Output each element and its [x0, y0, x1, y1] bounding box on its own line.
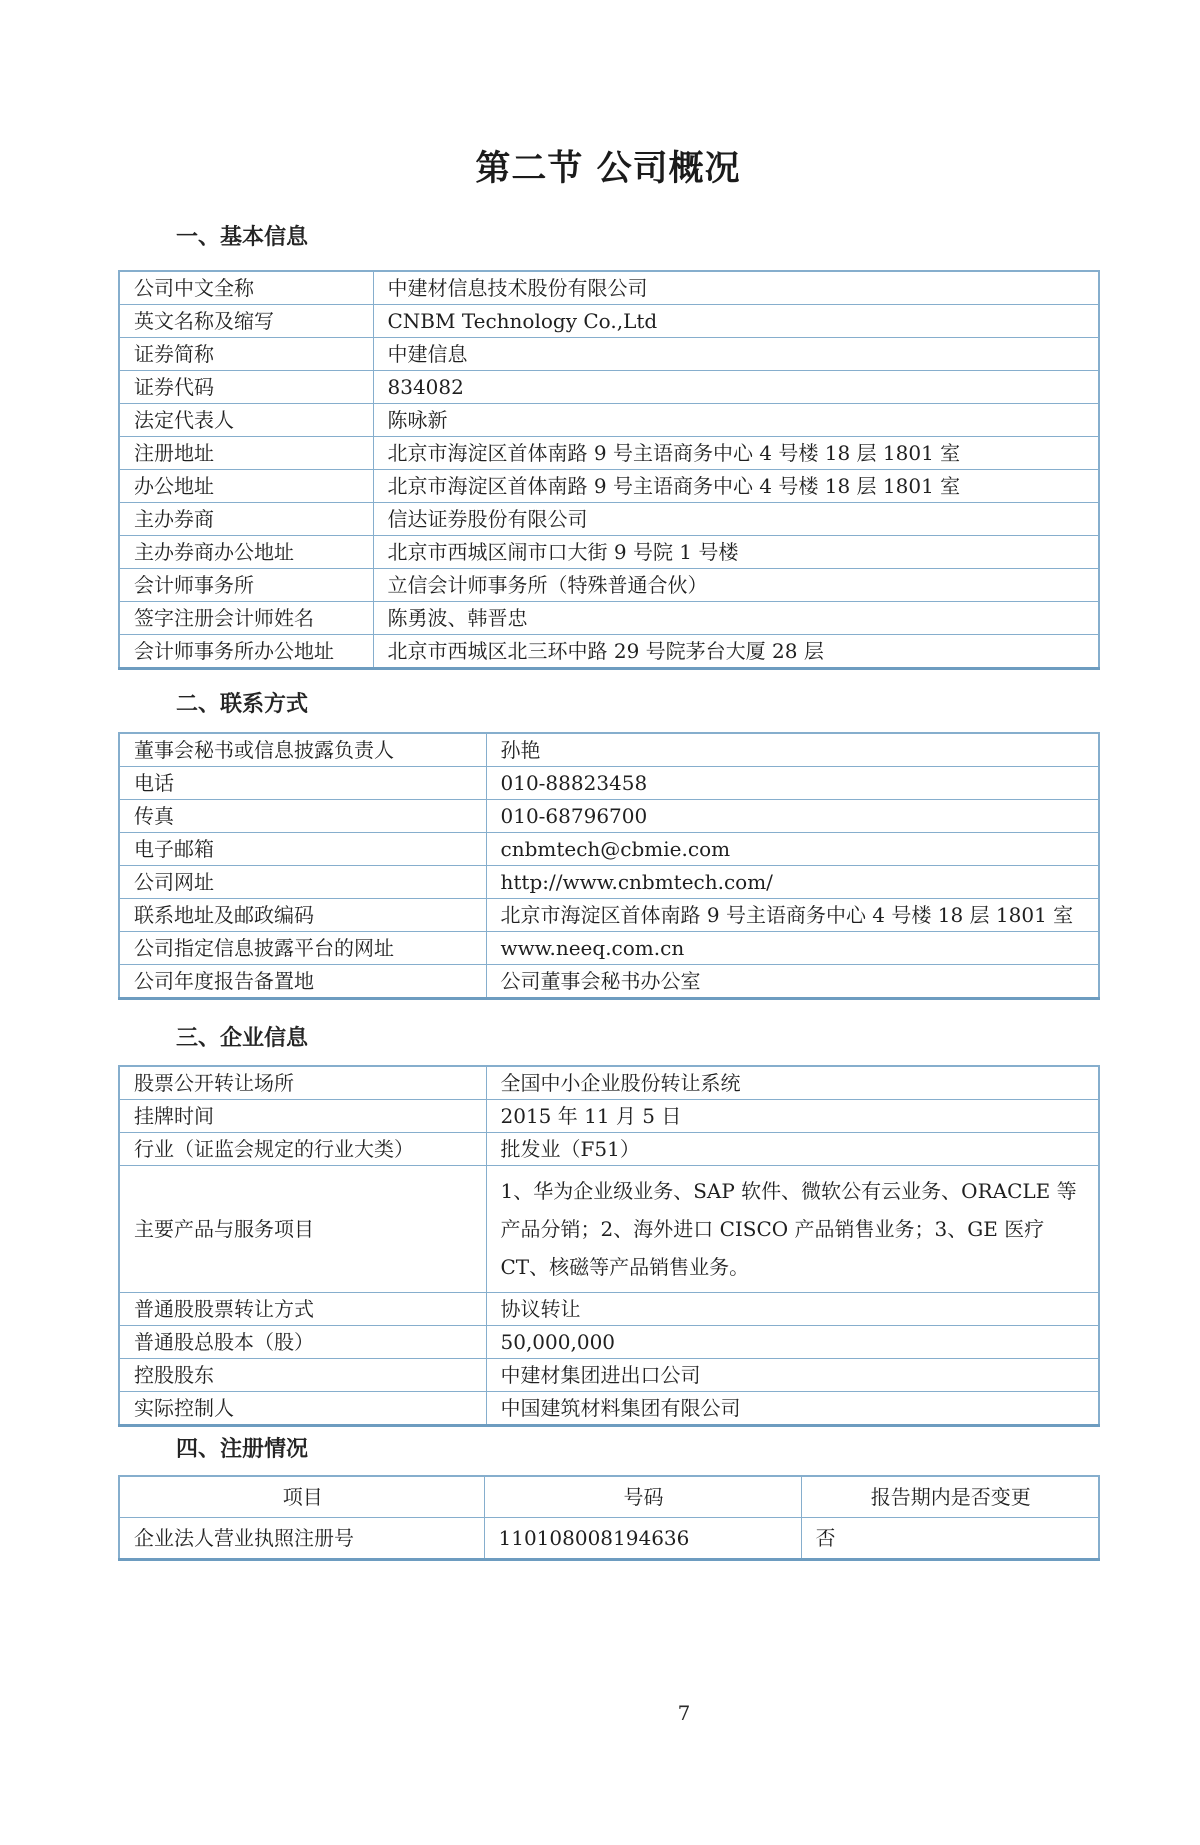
row-label: 股票公开转让场所: [119, 1066, 486, 1100]
table-row: [119, 932, 1099, 965]
row-label: 电话: [119, 767, 486, 800]
basic-info-table: [118, 270, 1100, 670]
row-label: 英文名称及缩写: [119, 305, 373, 338]
row-value: www.neeq.com.cn: [486, 932, 1099, 965]
row-label: 会计师事务所办公地址: [119, 635, 373, 669]
row-value: 公司董事会秘书办公室: [486, 965, 1099, 999]
row-label: 行业（证监会规定的行业大类）: [119, 1133, 486, 1166]
row-label: 董事会秘书或信息披露负责人: [119, 733, 486, 767]
table-row: [119, 1293, 1099, 1326]
table-header-row: [119, 1476, 1099, 1518]
table-row: [119, 733, 1099, 767]
row-label: 办公地址: [119, 470, 373, 503]
page-title: 第二节 公司概况: [475, 149, 741, 189]
row-value: 2015 年 11 月 5 日: [486, 1100, 1099, 1133]
table-row: [119, 866, 1099, 899]
row-label: 法定代表人: [119, 404, 373, 437]
row-label: 签字注册会计师姓名: [119, 602, 373, 635]
row-label: 注册地址: [119, 437, 373, 470]
table-row: [119, 371, 1099, 404]
row-value: cnbmtech@cbmie.com: [486, 833, 1099, 866]
registration-table: [118, 1475, 1100, 1561]
row-value: 信达证券股份有限公司: [373, 503, 1099, 536]
table-row: [119, 800, 1099, 833]
row-value: 中建材信息技术股份有限公司: [373, 271, 1099, 305]
table-row: [119, 1359, 1099, 1392]
row-value: 北京市西城区北三环中路 29 号院茅台大厦 28 层: [373, 635, 1099, 669]
table-row: [119, 536, 1099, 569]
table-row: [119, 1518, 1099, 1560]
section-heading-enterprise: 三、企业信息: [176, 1026, 309, 1051]
row-label: 公司中文全称: [119, 271, 373, 305]
row-label: 普通股总股本（股）: [119, 1326, 486, 1359]
row-value: 协议转让: [486, 1293, 1099, 1326]
row-label: 控股股东: [119, 1359, 486, 1392]
row-value: 中建材集团进出口公司: [486, 1359, 1099, 1392]
table-row: [119, 338, 1099, 371]
row-value: 陈勇波、韩晋忠: [373, 602, 1099, 635]
row-value: 北京市海淀区首体南路 9 号主语商务中心 4 号楼 18 层 1801 室: [373, 437, 1099, 470]
row-value: 010-68796700: [486, 800, 1099, 833]
table-row: [119, 1133, 1099, 1166]
table-row: [119, 635, 1099, 669]
row-value: 全国中小企业股份转让系统: [486, 1066, 1099, 1100]
table-row: [119, 833, 1099, 866]
row-value: 北京市海淀区首体南路 9 号主语商务中心 4 号楼 18 层 1801 室: [486, 899, 1099, 932]
table-row: [119, 767, 1099, 800]
section-heading-registration: 四、注册情况: [176, 1437, 309, 1462]
row-value: CNBM Technology Co.,Ltd: [373, 305, 1099, 338]
page-number: 7: [677, 1701, 691, 1725]
row-value: 陈咏新: [373, 404, 1099, 437]
row-value: 孙艳: [486, 733, 1099, 767]
document-page: [0, 148, 1200, 1845]
row-label: 传真: [119, 800, 486, 833]
table-row: [119, 305, 1099, 338]
row-value: 中国建筑材料集团有限公司: [486, 1392, 1099, 1426]
table-row: [119, 1392, 1099, 1426]
row-label: 证券代码: [119, 371, 373, 404]
document-content: [118, 148, 1098, 1561]
row-label: 主办券商办公地址: [119, 536, 373, 569]
row-label: 普通股股票转让方式: [119, 1293, 486, 1326]
row-value: 北京市海淀区首体南路 9 号主语商务中心 4 号楼 18 层 1801 室: [373, 470, 1099, 503]
table-row: [119, 404, 1099, 437]
row-value: 010-88823458: [486, 767, 1099, 800]
table-row: [119, 899, 1099, 932]
table-row: [119, 503, 1099, 536]
table-row: [119, 1326, 1099, 1359]
column-header-item: 项目: [119, 1476, 484, 1518]
column-header-number: 号码: [484, 1476, 801, 1518]
table-row: [119, 602, 1099, 635]
section-heading-basic-info: 一、基本信息: [176, 225, 309, 250]
row-label: 挂牌时间: [119, 1100, 486, 1133]
table-row: [119, 1166, 1099, 1293]
enterprise-info-table: [118, 1065, 1100, 1427]
row-value: 中建信息: [373, 338, 1099, 371]
row-value: 批发业（F51）: [486, 1133, 1099, 1166]
row-label: 公司指定信息披露平台的网址: [119, 932, 486, 965]
row-value: 50,000,000: [486, 1326, 1099, 1359]
row-changed: 否: [801, 1518, 1099, 1560]
row-number: 110108008194636: [484, 1518, 801, 1560]
row-value: 1、华为企业级业务、SAP 软件、微软公有云业务、ORACLE 等产品分销；2、海外进口 CISCO 产品销售业务；3、GE 医疗 CT、核磁等产品销售业务。: [486, 1166, 1099, 1293]
table-row: [119, 965, 1099, 999]
table-row: [119, 470, 1099, 503]
row-label: 证券简称: [119, 338, 373, 371]
table-row: [119, 569, 1099, 602]
column-header-changed: 报告期内是否变更: [801, 1476, 1099, 1518]
row-value: http://www.cnbmtech.com/: [486, 866, 1099, 899]
row-value: 北京市西城区闹市口大街 9 号院 1 号楼: [373, 536, 1099, 569]
table-row: [119, 271, 1099, 305]
table-row: [119, 437, 1099, 470]
table-row: [119, 1066, 1099, 1100]
contact-table: [118, 732, 1100, 1000]
section-heading-contact: 二、联系方式: [176, 692, 309, 717]
table-row: [119, 1100, 1099, 1133]
row-value: 立信会计师事务所（特殊普通合伙）: [373, 569, 1099, 602]
row-label: 主办券商: [119, 503, 373, 536]
row-label: 会计师事务所: [119, 569, 373, 602]
row-value: 834082: [373, 371, 1099, 404]
row-label: 电子邮箱: [119, 833, 486, 866]
row-item: 企业法人营业执照注册号: [119, 1518, 484, 1560]
row-label: 公司网址: [119, 866, 486, 899]
row-label: 实际控制人: [119, 1392, 486, 1426]
row-label: 联系地址及邮政编码: [119, 899, 486, 932]
row-label: 公司年度报告备置地: [119, 965, 486, 999]
row-label: 主要产品与服务项目: [119, 1166, 486, 1293]
